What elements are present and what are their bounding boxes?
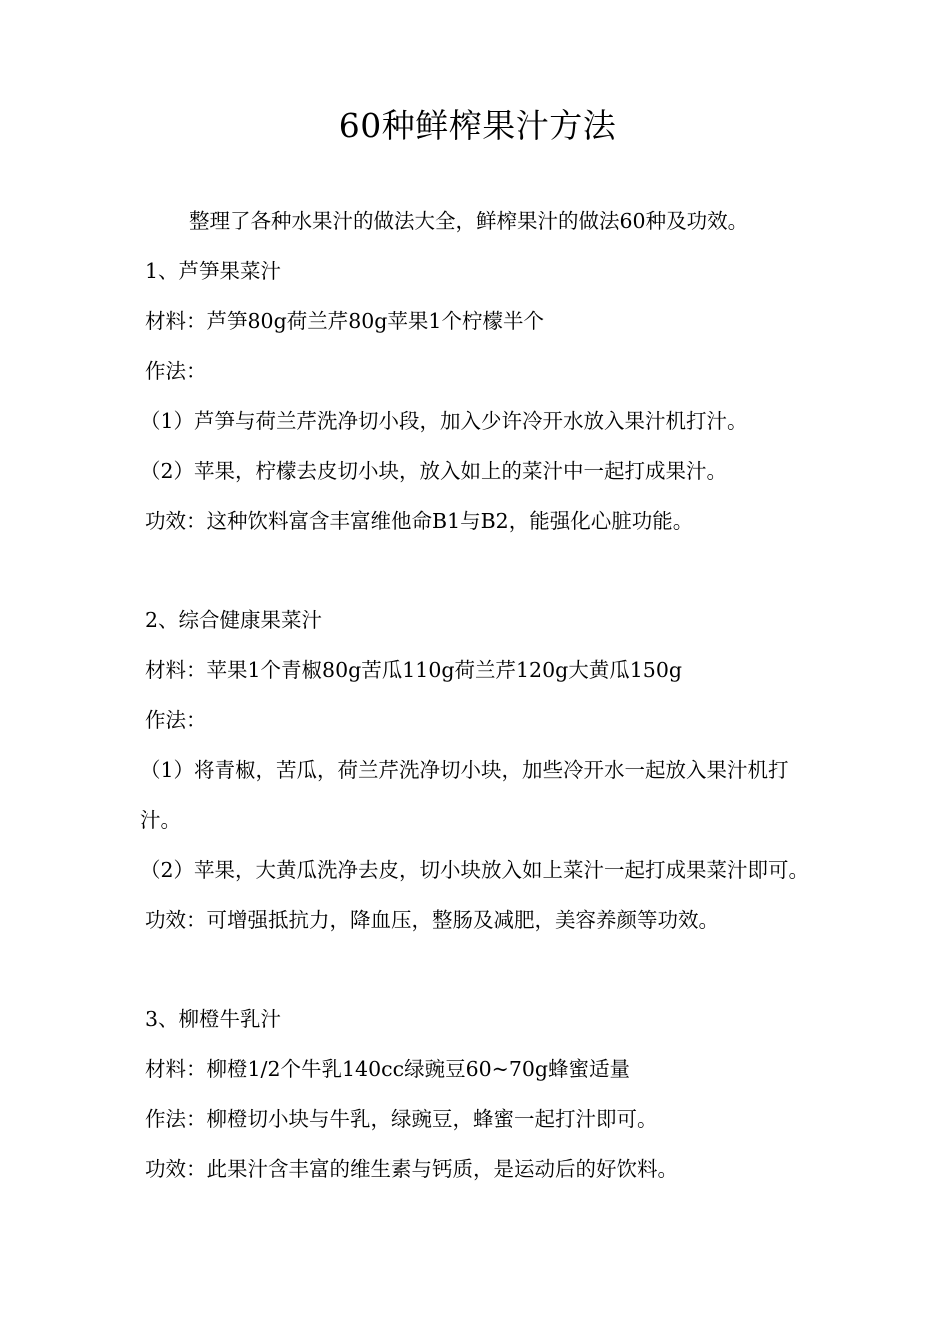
recipe-materials: 材料：柳橙1/2个牛乳140cc绿豌豆60~70g蜂蜜适量: [145, 1057, 631, 1081]
recipe-step: （2）苹果，大黄瓜洗净去皮，切小块放入如上菜汁一起打成果菜汁即可。: [140, 858, 810, 882]
intro-paragraph: 整理了各种水果汁的做法大全，鲜榨果汁的做法60种及功效。: [189, 209, 749, 233]
recipe-3: [145, 994, 810, 1194]
recipe-effect: 功效：此果汁含丰富的维生素与钙质，是运动后的好饮料。: [145, 1157, 678, 1181]
recipe-step: （2）苹果，柠檬去皮切小块，放入如上的菜汁中一起打成果汁。: [140, 459, 728, 483]
recipe-materials: 材料：苹果1个青椒80g苦瓜110g荷兰芹120g大黄瓜150g: [145, 658, 683, 682]
recipe-method-label: 作法：: [145, 359, 207, 383]
recipe-effect: 功效：可增强抵抗力，降血压，整肠及减肥，美容养颜等功效。: [145, 908, 719, 932]
recipe-step: （1）将青椒，苦瓜，荷兰芹洗净切小块，加些冷开水一起放入果汁机打汁。: [140, 758, 789, 832]
recipe-materials: 材料：芦笋80g荷兰芹80g苹果1个柠檬半个: [145, 309, 544, 333]
recipe-effect: 功效：这种饮料富含丰富维他命B1与B2，能强化心脏功能。: [145, 509, 694, 533]
recipe-heading: 2、综合健康果菜汁: [145, 608, 323, 632]
recipe-step: （1）芦笋与荷兰芹洗净切小段，加入少许冷开水放入果汁机打汁。: [140, 409, 748, 433]
document-title: 60种鲜榨果汁方法: [338, 106, 617, 145]
recipe-1: [140, 246, 810, 546]
recipe-method-label: 作法：: [145, 708, 207, 732]
recipe-heading: 1、芦笋果菜汁: [145, 259, 282, 283]
recipe-heading: 3、柳橙牛乳汁: [145, 1007, 282, 1031]
recipe-2: [140, 595, 810, 945]
recipe-method: 作法：柳橙切小块与牛乳，绿豌豆，蜂蜜一起打汁即可。: [145, 1107, 658, 1131]
